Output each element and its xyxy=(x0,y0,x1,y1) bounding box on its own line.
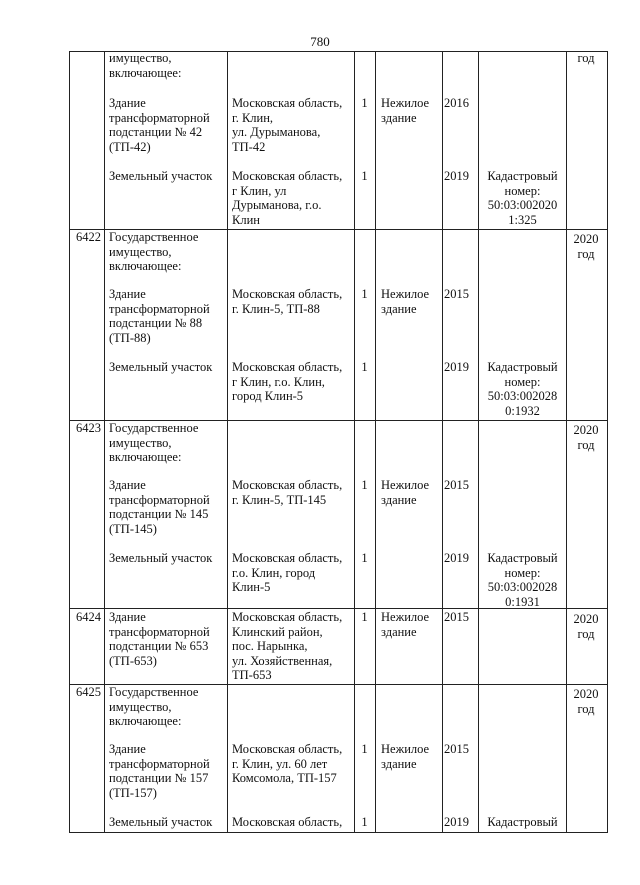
item-name: подстанции № 42 xyxy=(109,125,203,139)
registry-year: год xyxy=(577,246,595,261)
cadastral-number: 50:03:002020 xyxy=(487,198,558,212)
built-year: 2019 xyxy=(444,815,469,829)
built-year: 2015 xyxy=(444,610,469,624)
address: г Клин, г.о. Клин, xyxy=(232,374,325,389)
quantity: 1 xyxy=(361,169,368,183)
registry-year: год xyxy=(577,701,595,716)
address: ТП-42 xyxy=(232,139,266,154)
quantity: 1 xyxy=(361,551,368,565)
column-divider xyxy=(227,51,228,832)
item-name: включающее: xyxy=(109,714,182,728)
item-name: (ТП-145) xyxy=(109,521,157,536)
address: Московская область, xyxy=(232,815,343,829)
registry-year: 2020 xyxy=(573,423,599,437)
item-name: (ТП-653) xyxy=(109,653,157,668)
address: г. Клин-5, ТП-145 xyxy=(232,492,327,507)
property-type: Нежилое xyxy=(381,742,430,756)
item-name: трансформаторной xyxy=(109,756,210,771)
item-name: Государственное xyxy=(109,230,199,244)
address: пос. Нарынка, xyxy=(232,639,308,653)
address: ТП-653 xyxy=(232,668,272,682)
item-name: подстанции № 157 xyxy=(109,771,209,785)
item-name: трансформаторной xyxy=(109,301,210,316)
cadastral-number: 50:03:002028 xyxy=(487,389,558,403)
cadastral-number: Кадастровый xyxy=(487,551,558,565)
cadastral-number: Кадастровый xyxy=(487,815,558,829)
address: Московская область, xyxy=(232,478,343,492)
quantity: 1 xyxy=(361,287,368,301)
registry-year: год xyxy=(577,626,595,641)
column-divider xyxy=(375,51,376,832)
registry-year: 2020 xyxy=(573,687,599,701)
property-type: Нежилое xyxy=(381,610,430,624)
item-name: Здание xyxy=(109,96,146,110)
address: г. Клин, xyxy=(232,110,274,125)
registry-year: 2020 xyxy=(573,612,599,626)
built-year: 2015 xyxy=(444,742,469,756)
address: Клин xyxy=(232,212,260,227)
address: город Клин-5 xyxy=(232,389,304,403)
item-name: имущество, xyxy=(109,51,172,65)
item-name: Земельный участок xyxy=(109,815,213,829)
row-number: 6425 xyxy=(76,685,101,699)
address: Дурыманова, г.о. xyxy=(232,198,322,212)
item-name: (ТП-88) xyxy=(109,330,151,345)
item-name: имущество, xyxy=(109,244,172,259)
item-name: Здание xyxy=(109,478,146,492)
item-name: подстанции № 145 xyxy=(109,507,209,521)
property-type: здание xyxy=(381,756,417,771)
item-name: Здание xyxy=(109,287,146,301)
quantity: 1 xyxy=(361,96,368,110)
address: Московская область, xyxy=(232,360,343,374)
built-year: 2019 xyxy=(444,360,469,374)
property-type: здание xyxy=(381,110,417,125)
row-divider xyxy=(69,832,608,833)
page-number: 780 xyxy=(310,34,330,49)
column-divider xyxy=(607,51,608,832)
item-name: (ТП-157) xyxy=(109,785,157,800)
address: Московская область, xyxy=(232,287,343,301)
quantity: 1 xyxy=(361,815,368,829)
address: г.о. Клин, город xyxy=(232,565,316,580)
item-name: включающее: xyxy=(109,450,182,464)
column-divider xyxy=(442,51,443,832)
item-name: подстанции № 88 xyxy=(109,316,203,330)
row-number: 6422 xyxy=(76,230,101,244)
property-type: здание xyxy=(381,492,417,507)
property-type: Нежилое xyxy=(381,478,430,492)
item-name: Государственное xyxy=(109,421,199,435)
cadastral-number: номер: xyxy=(504,374,541,389)
item-name: включающее: xyxy=(109,65,182,80)
quantity: 1 xyxy=(361,478,368,492)
built-year: 2019 xyxy=(444,169,469,183)
address: Московская область, xyxy=(232,551,343,565)
property-type: здание xyxy=(381,624,417,639)
property-type: Нежилое xyxy=(381,96,430,110)
built-year: 2015 xyxy=(444,478,469,492)
column-divider xyxy=(69,51,70,832)
item-name: имущество, xyxy=(109,435,172,450)
item-name: Здание xyxy=(109,742,146,756)
registry-year: год xyxy=(577,51,595,65)
cadastral-number: номер: xyxy=(504,565,541,580)
address: г. Клин, ул. 60 лет xyxy=(232,756,328,771)
cadastral-number: 50:03:002028 xyxy=(487,580,558,594)
address: Клин-5 xyxy=(232,580,271,594)
address: Комсомола, ТП-157 xyxy=(232,771,337,785)
cadastral-number: 0:1932 xyxy=(505,403,540,418)
address: г. Клин-5, ТП-88 xyxy=(232,301,320,316)
item-name: Земельный участок xyxy=(109,169,213,183)
quantity: 1 xyxy=(361,742,368,756)
row-number: 6423 xyxy=(76,421,101,435)
address: ул. Хозяйственная, xyxy=(232,653,333,668)
item-name: (ТП-42) xyxy=(109,139,151,154)
item-name: Здание xyxy=(109,610,146,624)
address: Клинский район, xyxy=(232,624,323,639)
item-name: Земельный участок xyxy=(109,551,213,565)
address: г Клин, ул xyxy=(232,183,287,198)
address: Московская область, xyxy=(232,610,343,624)
built-year: 2015 xyxy=(444,287,469,301)
item-name: подстанции № 653 xyxy=(109,639,209,653)
item-name: Государственное xyxy=(109,685,199,699)
item-name: трансформаторной xyxy=(109,624,210,639)
item-name: Земельный участок xyxy=(109,360,213,374)
registry-year: год xyxy=(577,437,595,452)
item-name: трансформаторной xyxy=(109,110,210,125)
cadastral-number: номер: xyxy=(504,183,541,198)
column-divider xyxy=(104,51,105,832)
cadastral-number: 1:325 xyxy=(508,212,537,227)
quantity: 1 xyxy=(361,360,368,374)
cadastral-number: 0:1931 xyxy=(505,594,540,609)
cadastral-number: Кадастровый xyxy=(487,360,558,374)
item-name: трансформаторной xyxy=(109,492,210,507)
property-type: здание xyxy=(381,301,417,316)
registry-year: 2020 xyxy=(573,232,599,246)
quantity: 1 xyxy=(361,610,368,624)
item-name: включающее: xyxy=(109,259,182,273)
cadastral-number: Кадастровый xyxy=(487,169,558,183)
address: ул. Дурыманова, xyxy=(232,125,321,139)
address: Московская область, xyxy=(232,96,343,110)
address: Московская область, xyxy=(232,742,343,756)
built-year: 2016 xyxy=(444,96,469,110)
row-number: 6424 xyxy=(76,610,101,624)
address: Московская область, xyxy=(232,169,343,183)
built-year: 2019 xyxy=(444,551,469,565)
property-type: Нежилое xyxy=(381,287,430,301)
item-name: имущество, xyxy=(109,699,172,714)
